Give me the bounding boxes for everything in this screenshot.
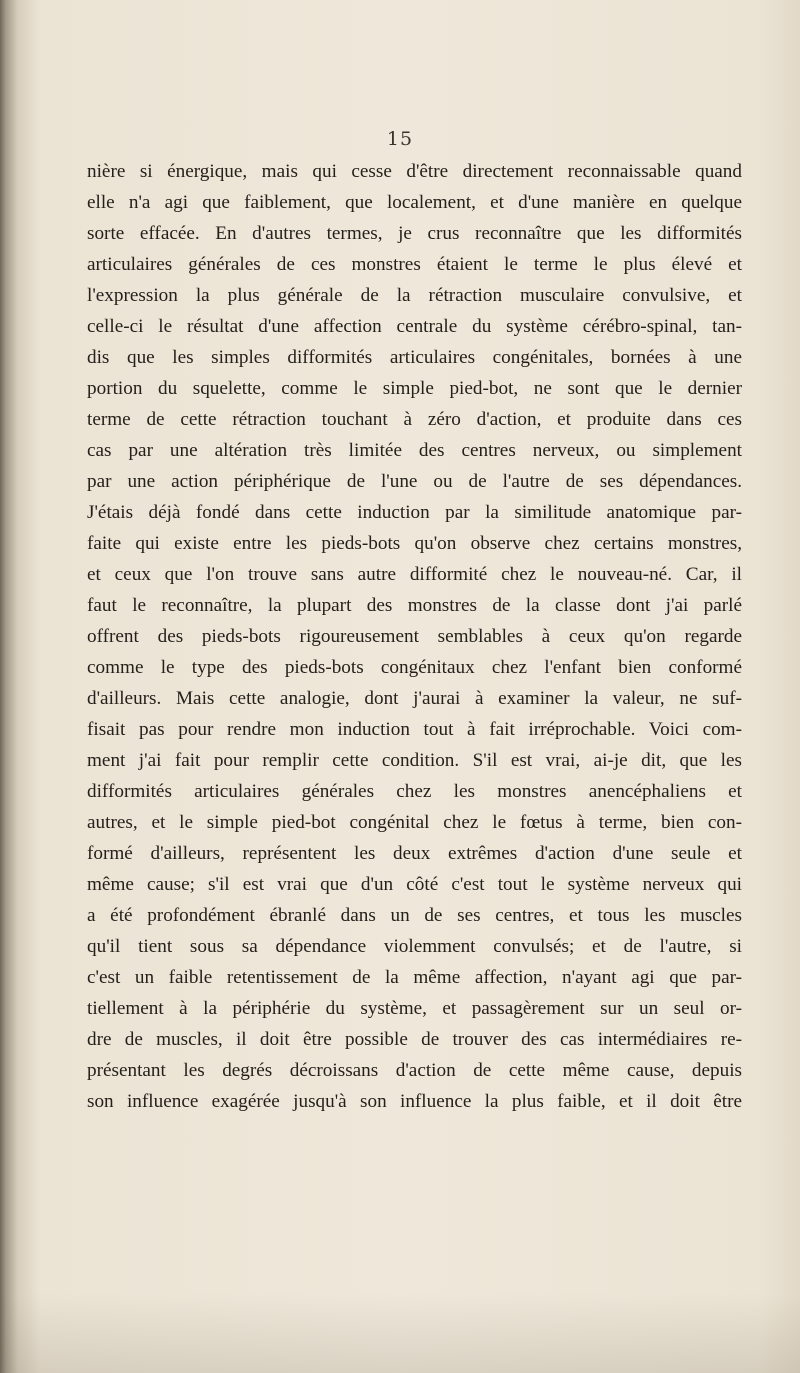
text-line: terme de cette rétraction touchant à zéro d'action, et produite dans ces [87, 409, 742, 430]
text-line: elle n'a agi que faiblement, que localement, et d'une manière en quelque [87, 192, 742, 213]
text-line: faut le reconnaître, la plupart des monstres de la classe dont j'ai parlé [87, 595, 742, 616]
text-line: sorte effacée. En d'autres termes, je crus reconnaître que les difformités [87, 223, 742, 244]
text-line: dis que les simples difformités articulaires congénitales, bornées à une [87, 347, 742, 368]
text-line: articulaires générales de ces monstres étaient le terme le plus élevé et [87, 254, 742, 275]
text-line: d'ailleurs. Mais cette analogie, dont j'aurai à examiner la valeur, ne suf- [87, 688, 742, 709]
text-line: cas par une altération très limitée des centres nerveux, ou simplement [87, 440, 742, 461]
page-shadow [0, 1293, 800, 1373]
text-line: faite qui existe entre les pieds-bots qu'on observe chez certains monstres, [87, 533, 742, 554]
text-line: dre de muscles, il doit être possible de trouver des cas intermédiaires re- [87, 1029, 742, 1050]
text-line: par une action périphérique de l'une ou de l'autre de ses dépendances. [87, 471, 742, 492]
text-line: offrent des pieds-bots rigoureusement semblables à ceux qu'on regarde [87, 626, 742, 647]
text-line: portion du squelette, comme le simple pied-bot, ne sont que le dernier [87, 378, 742, 399]
text-line: et ceux que l'on trouve sans autre difformité chez le nouveau-né. Car, il [87, 564, 742, 585]
body-text [87, 156, 742, 1117]
text-line: comme le type des pieds-bots congénitaux chez l'enfant bien conformé [87, 657, 742, 678]
text-line: même cause; s'il est vrai que d'un côté c'est tout le système nerveux qui [87, 874, 742, 895]
text-line: l'expression la plus générale de la rétraction musculaire convulsive, et [87, 285, 742, 306]
text-line: celle-ci le résultat d'une affection centrale du système cérébro-spinal, tan- [87, 316, 742, 337]
text-line: c'est un faible retentissement de la même affection, n'ayant agi que par- [87, 967, 742, 988]
text-line: a été profondément ébranlé dans un de ses centres, et tous les muscles [87, 905, 742, 926]
text-line: présentant les degrés décroissans d'action de cette même cause, depuis [87, 1060, 742, 1081]
text-line: fisait pas pour rendre mon induction tout à fait irréprochable. Voici com- [87, 719, 742, 740]
text-line: qu'il tient sous sa dépendance violemment convulsés; et de l'autre, si [87, 936, 742, 957]
text-line: ment j'ai fait pour remplir cette condition. S'il est vrai, ai-je dit, que les [87, 750, 742, 771]
text-line: autres, et le simple pied-bot congénital chez le fœtus à terme, bien con- [87, 812, 742, 833]
page-number: 15 [386, 128, 414, 150]
text-line: nière si énergique, mais qui cesse d'être directement reconnaissable quand [87, 161, 742, 182]
text-line: tiellement à la périphérie du système, et passagèrement sur un seul or- [87, 998, 742, 1019]
text-line: difformités articulaires générales chez les monstres anencéphaliens et [87, 781, 742, 802]
text-line: formé d'ailleurs, représentent les deux extrêmes d'action d'une seule et [87, 843, 742, 864]
text-line: J'étais déjà fondé dans cette induction par la similitude anatomique par- [87, 502, 742, 523]
text-line: son influence exagérée jusqu'à son influence la plus faible, et il doit être [87, 1091, 742, 1112]
